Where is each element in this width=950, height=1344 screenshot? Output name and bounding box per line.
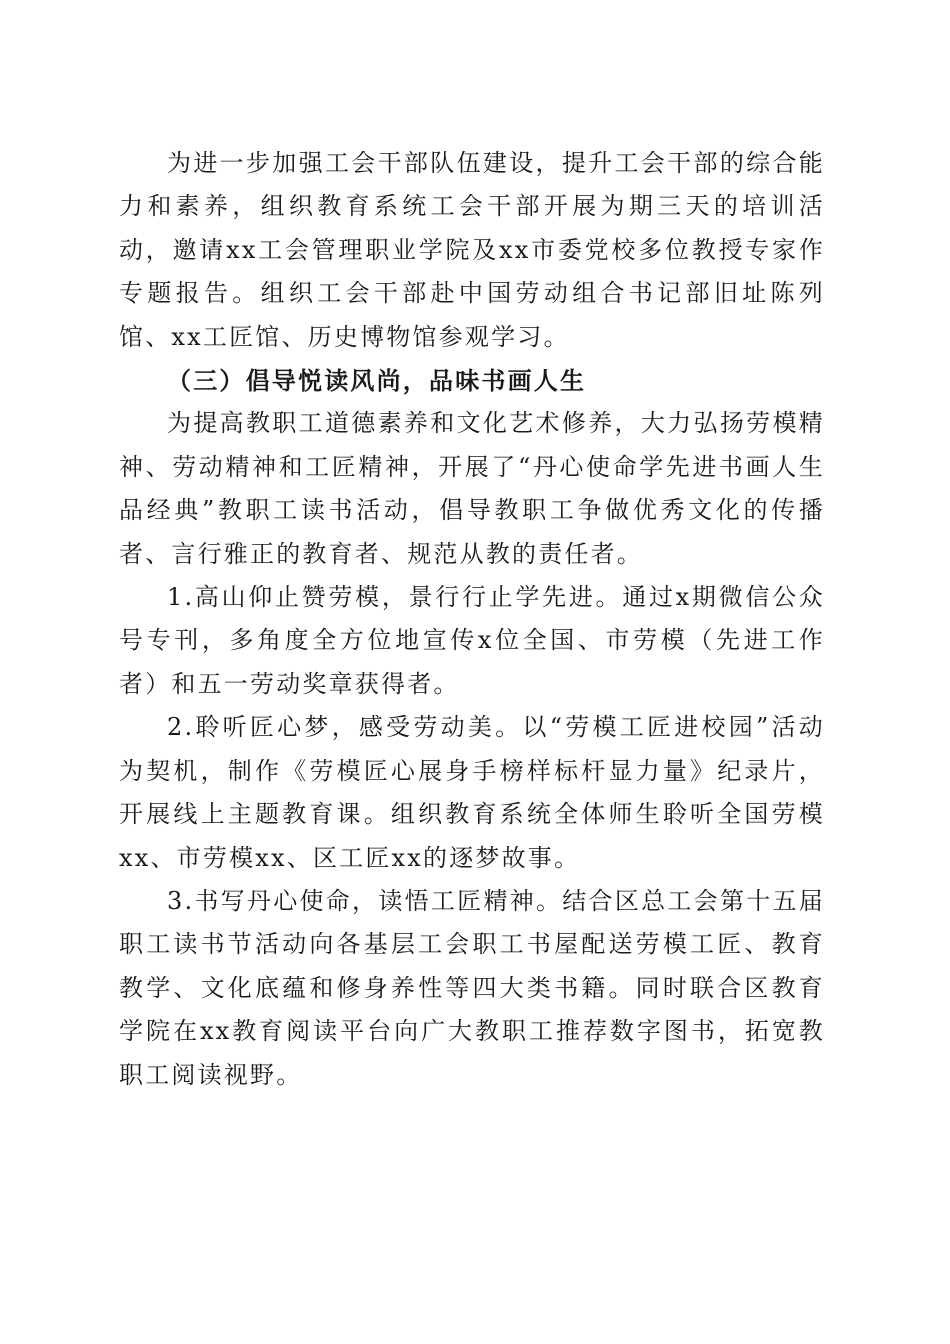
section-heading-reading: （三）倡导悦读风尚，品味书画人生 <box>167 366 587 396</box>
paragraph-item-1: 1.高山仰止赞劳模，景行行止学先进。通过x期微信公众号专刊，多角度全方位地宣传x位全国、市劳模（先进工作者）和五一劳动奖章获得者。 <box>119 583 825 698</box>
paragraph-item-2: 2.聆听匠心梦，感受劳动美。以“劳模工匠进校园”活动为契机，制作《劳模匠心展身手榜样标杆显力量》纪录片，开展线上主题教育课。组织教育系统全体师生聆听全国劳模xx、市劳模xx、区工匠xx的逐梦故事。 <box>119 713 825 872</box>
paragraph-reading-activity: 为提高教职工道德素养和文化艺术修养，大力弘扬劳模精神、劳动精神和工匠精神，开展了“丹心使命学先进书画人生品经典”教职工读书活动，倡导教职工争做优秀文化的传播者、言行雅正的教育者、规范从教的责任者。 <box>119 409 825 568</box>
paragraph-cadre-training: 为进一步加强工会干部队伍建设，提升工会干部的综合能力和素养，组织教育系统工会干部开展为期三天的培训活动，邀请xx工会管理职业学院及xx市委党校多位教授专家作专题报告。组织工会干部赴中国劳动组合书记部旧址陈列馆、xx工匠馆、历史博物馆参观学习。 <box>119 149 825 351</box>
document-body <box>119 142 825 1097</box>
paragraph-item-3: 3.书写丹心使命，读悟工匠精神。结合区总工会第十五届职工读书节活动向各基层工会职工书屋配送劳模工匠、教育教学、文化底蕴和修身养性等四大类书籍。同时联合区教育学院在xx教育阅读平台向广大教职工推荐数字图书，拓宽教职工阅读视野。 <box>119 886 825 1089</box>
